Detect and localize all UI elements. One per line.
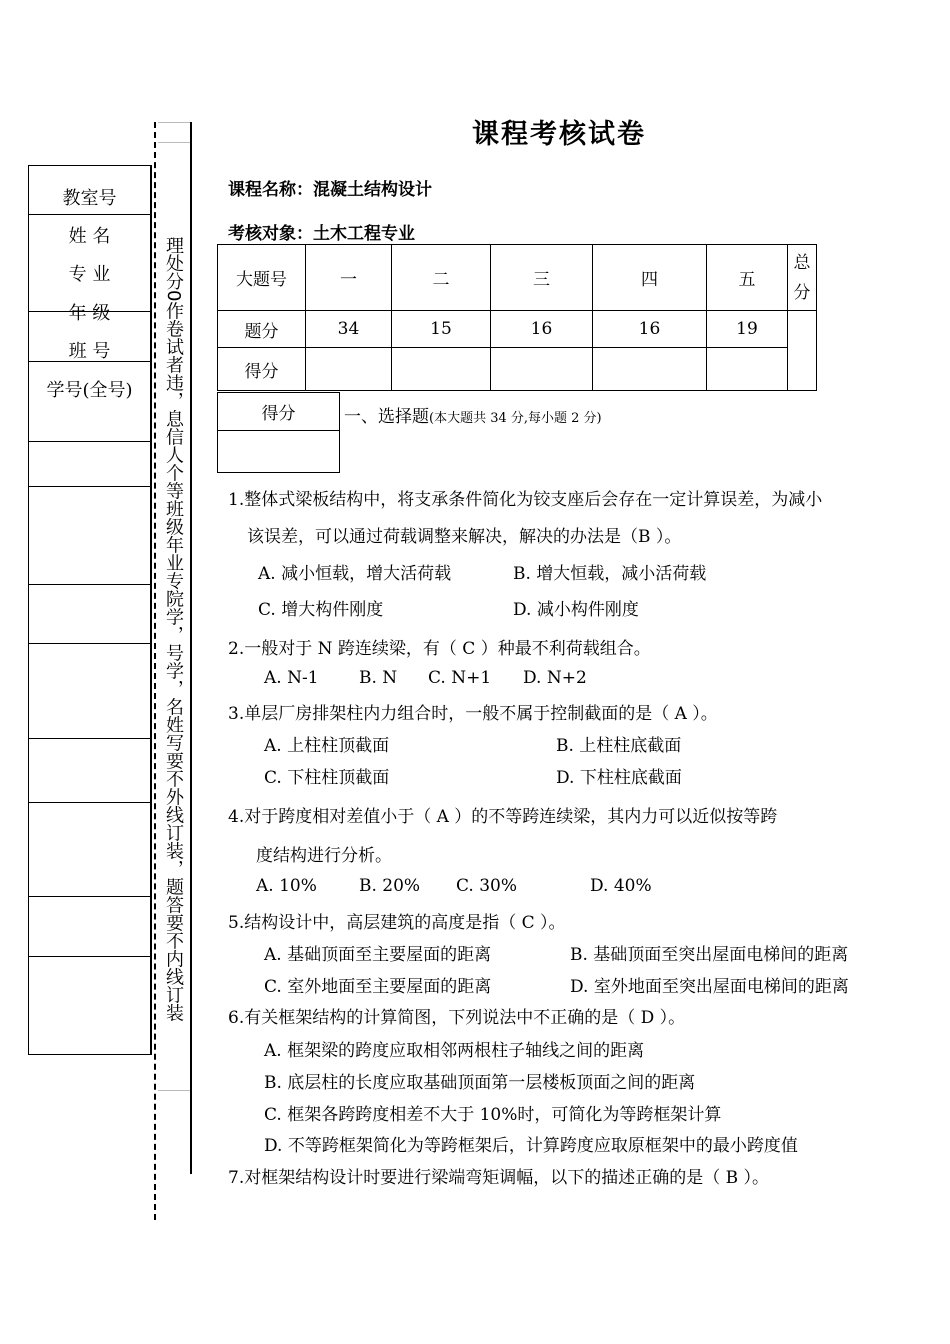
class-label: 班 号 (68, 341, 111, 362)
option: D. 下柱柱底截面 (556, 768, 682, 788)
option: D. N+2 (523, 668, 587, 688)
points-cell: 16 (491, 311, 593, 348)
question-4: 4.对于跨度相对差值小于（ A ）的不等跨连续梁，其内力可以近似按等跨 (228, 807, 778, 827)
question-2: 2.一般对于 N 跨连续梁，有（ C ）种最不利荷载组合。 (228, 639, 651, 659)
question-4-cont: 度结构进行分析。 (256, 846, 392, 866)
option: C. 增大构件刚度 (258, 600, 384, 620)
major-label: 专 业 (68, 264, 111, 285)
score-entry-cell[interactable] (491, 348, 593, 391)
score-entry-cell[interactable] (306, 348, 392, 391)
option: C. 30% (456, 876, 517, 896)
divider (29, 214, 150, 215)
section-score-entry[interactable] (218, 431, 340, 473)
dashed-cut-line (154, 122, 156, 1220)
total-score-cell[interactable] (788, 311, 817, 391)
points-cell: 19 (707, 311, 788, 348)
score-entry-cell[interactable] (593, 348, 707, 391)
question-3: 3.单层厂房排架柱内力组合时，一般不属于控制截面的是（ A ）。 (228, 704, 718, 724)
binding-line (190, 122, 192, 1174)
margin-tick-bottom (158, 1090, 190, 1091)
total-header (788, 245, 817, 311)
question-7: 7.对框架结构设计时要进行梁端弯矩调幅，以下的描述正确的是（ B ）。 (228, 1168, 770, 1188)
option: A. 框架梁的跨度应取相邻两根柱子轴线之间的距离 (264, 1041, 645, 1061)
part-header: 四 (593, 245, 707, 311)
section-score-box (217, 392, 340, 473)
header-label-cell: 大题号 (218, 245, 306, 311)
question-5: 5.结构设计中，高层建筑的高度是指（ C ）。 (228, 913, 566, 933)
score-entry-cell[interactable] (392, 348, 491, 391)
option: C. N+1 (428, 668, 492, 688)
score-entry-cell[interactable] (707, 348, 788, 391)
score-label-cell: 得分 (218, 348, 306, 391)
option: B. 增大恒载，减小活荷载 (513, 564, 707, 584)
student-id-label: 学号(全号) (46, 380, 133, 401)
question-6: 6.有关框架结构的计算简图，下列说法中不正确的是（ D ）。 (228, 1008, 686, 1028)
divider (29, 896, 150, 897)
option: C. 下柱柱顶截面 (264, 768, 390, 788)
section-title-text: 一、选择题 (344, 407, 429, 427)
total-label-top: 总 (793, 252, 811, 273)
name-label: 姓 名 (68, 226, 111, 247)
section-note: (本大题共 34 分,每小题 2 分) (429, 411, 602, 426)
binding-instructions: 理处分0作卷试者违，息信人个等班级年业专院学，号学，名姓写要不外线订装，题答要不内线订装 (163, 236, 184, 1022)
divider (29, 643, 150, 644)
option: C. 框架各跨跨度相差不大于 10%时，可简化为等跨框架计算 (264, 1105, 722, 1125)
option: B. N (359, 668, 398, 688)
option: A. N-1 (264, 668, 319, 688)
points-cell: 15 (392, 311, 491, 348)
divider (29, 486, 150, 487)
divider (29, 738, 150, 739)
question-1: 1.整体式梁板结构中，将支承条件简化为铰支座后会存在一定计算误差，为减小 (228, 490, 823, 510)
option: A. 减小恒载，增大活荷载 (258, 564, 452, 584)
margin-tick-top-2 (158, 142, 190, 143)
part-header: 二 (392, 245, 491, 311)
divider (29, 956, 150, 957)
points-cell: 34 (306, 311, 392, 348)
section-score-label: 得分 (218, 393, 340, 431)
option: A. 基础顶面至主要屋面的距离 (264, 945, 492, 965)
option: D. 减小构件刚度 (513, 600, 639, 620)
divider (29, 584, 150, 585)
points-label-cell: 题分 (218, 311, 306, 348)
option: C. 室外地面至主要屋面的距离 (264, 977, 492, 997)
student-info-box (28, 165, 152, 1055)
option: B. 底层柱的长度应取基础顶面第一层楼板顶面之间的距离 (264, 1073, 696, 1093)
divider (29, 802, 150, 803)
option: B. 20% (359, 876, 421, 896)
section-title (344, 402, 602, 427)
option: B. 基础顶面至突出屋面电梯间的距离 (570, 945, 849, 965)
score-table (217, 244, 817, 391)
part-header: 五 (707, 245, 788, 311)
option: B. 上柱柱底截面 (556, 736, 682, 756)
classroom-label: 教室号 (62, 188, 117, 209)
option: D. 40% (590, 876, 652, 896)
option: A. 上柱柱顶截面 (264, 736, 390, 756)
points-cell: 16 (593, 311, 707, 348)
part-header: 一 (306, 245, 392, 311)
grade-label: 年 级 (68, 303, 111, 324)
total-label-bottom: 分 (793, 282, 811, 303)
course-name: 课程名称：混凝土结构设计 (228, 180, 432, 200)
part-header: 三 (491, 245, 593, 311)
question-1-cont: 该误差，可以通过荷载调整来解决，解决的办法是（B ）。 (247, 527, 682, 547)
exam-target: 考核对象：土木工程专业 (228, 224, 415, 244)
page-title: 课程考核试卷 (472, 119, 646, 150)
option: A. 10% (256, 876, 317, 896)
option: D. 室外地面至突出屋面电梯间的距离 (570, 977, 849, 997)
divider (29, 441, 150, 442)
margin-tick-top (158, 122, 190, 123)
option: D. 不等跨框架简化为等跨框架后，计算跨度应取原框架中的最小跨度值 (264, 1136, 798, 1156)
